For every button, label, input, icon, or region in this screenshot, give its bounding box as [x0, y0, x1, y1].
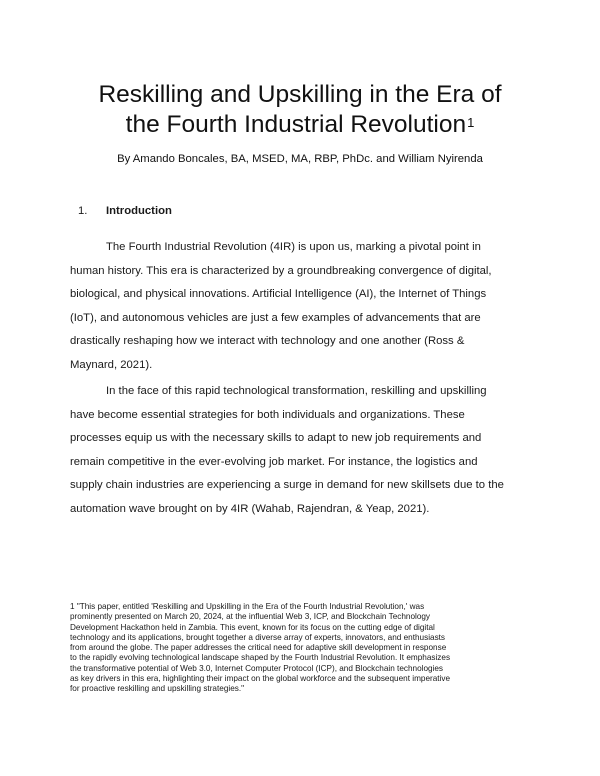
paragraph-1 [70, 236, 532, 378]
paragraph-2-line: automation wave brought on by 4IR (Wahab, Rajendran, & Yeap, 2021). [70, 502, 430, 515]
paragraph-1-line: (IoT), and autonomous vehicles are just a few examples of advancements that are [70, 311, 481, 324]
paragraph-1-line: drastically reshaping how we interact with technology and one another (Ross & [70, 335, 465, 348]
paragraph-1-line: Maynard, 2021). [70, 358, 153, 371]
section-title: Introduction [106, 205, 172, 217]
author-byline: By Amando Boncales, BA, MSED, MA, RBP, PhDc. and William Nyirenda [117, 153, 483, 165]
title-line-2: the Fourth Industrial Revolution [125, 111, 467, 138]
footnote-line: to the rapidly evolving technological landscape shaped by the Fourth Industrial Revolution. It emphasizes [70, 653, 451, 663]
document-title [60, 80, 540, 140]
footnote-line: for proactive reskilling and upskilling strategies." [70, 684, 245, 694]
footnote-line: 1 "This paper, entitled 'Reskilling and Upskilling in the Era of the Fourth Industrial Revolution,' was [70, 602, 425, 611]
paragraph-1-line: biological, and physical innovations. Artificial Intelligence (AI), the Internet of Things [70, 288, 487, 301]
section-number: 1. [78, 205, 88, 217]
section-heading [78, 203, 172, 219]
footnote-line: Development Hackathon held in Zambia. This event, known for its focus on the cutting edge of digital [70, 622, 435, 632]
paragraph-1-line: The Fourth Industrial Revolution (4IR) is upon us, marking a pivotal point in [106, 241, 481, 253]
paragraph-1-line: human history. This era is characterized by a groundbreaking convergence of digital, [70, 264, 492, 277]
paragraph-2-line: processes equip us with the necessary skills to adapt to new job requirements and [70, 432, 482, 445]
paragraph-2-line: have become essential strategies for both individuals and organizations. These [70, 408, 465, 421]
title-footnote-marker: 1 [467, 115, 475, 130]
title-line-1: Reskilling and Upskilling in the Era of [98, 81, 502, 108]
footnote-line: as key drivers in this era, highlighting their impact on the global workforce and the subsequent imperative [70, 674, 451, 684]
footnote [70, 602, 532, 695]
paragraph-2 [70, 380, 532, 522]
footnote-line: technology and its applications, brought together a diverse array of experts, innovators, and enthusiasts [70, 632, 446, 642]
footnote-line: prominently presented on March 20, 2024, at the influential Web 3, ICP, and Blockchain Technology [70, 612, 431, 622]
paragraph-2-line: remain competitive in the ever-evolving job market. For instance, the logistics and [70, 455, 478, 468]
paragraph-2-line: In the face of this rapid technological transformation, reskilling and upskilling [106, 385, 487, 397]
paragraph-2-line: supply chain industries are experiencing a surge in demand for new skillsets due to the [70, 479, 504, 492]
footnote-line: the transformative potential of Web 3.0, Internet Computer Protocol (ICP), and Blockchain technologies [70, 663, 444, 673]
footnote-line: from around the globe. The paper addresses the critical need for adaptive skill development in response [70, 643, 447, 653]
